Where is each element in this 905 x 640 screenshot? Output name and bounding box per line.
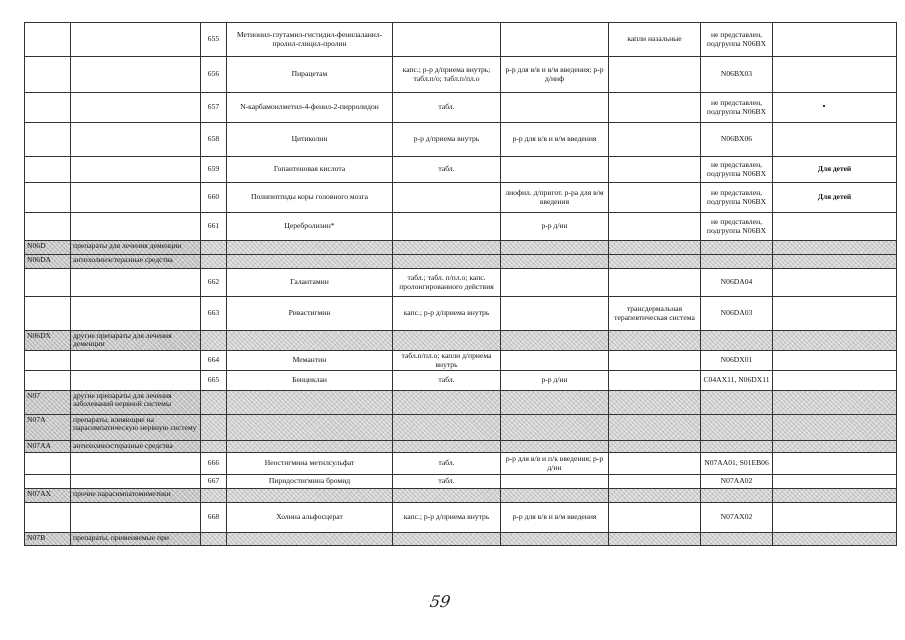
cell-atc: N07A: [25, 415, 71, 441]
cell-form: [393, 255, 501, 269]
cell-num: [201, 441, 227, 453]
cell-note: [773, 57, 897, 93]
cell-group: [71, 213, 201, 241]
cell-group: [71, 157, 201, 183]
cell-form: табл.: [393, 475, 501, 489]
cell-form3: [609, 415, 701, 441]
drug-row: [25, 213, 897, 241]
cell-name: Пирацетам: [227, 57, 393, 93]
cell-name: Мемантин: [227, 351, 393, 371]
cell-form: [393, 213, 501, 241]
cell-form2: р-р д/ин: [501, 213, 609, 241]
cell-form3: [609, 93, 701, 123]
cell-note: [773, 489, 897, 503]
cell-form3: [609, 57, 701, 93]
cell-form2: [501, 241, 609, 255]
cell-code: не представлен, подгруппа N06BX: [701, 213, 773, 241]
cell-group: антихолинэстеразные средства: [71, 255, 201, 269]
drug-row: [25, 453, 897, 475]
cell-form: капс.; р-р д/приема внутрь: [393, 503, 501, 533]
cell-code: N06BX06: [701, 123, 773, 157]
cell-name: [227, 391, 393, 415]
cell-group: [71, 269, 201, 297]
cell-note: [773, 269, 897, 297]
cell-group: [71, 351, 201, 371]
cell-form2: [501, 269, 609, 297]
cell-group: [71, 123, 201, 157]
cell-num: 667: [201, 475, 227, 489]
cell-group: [71, 371, 201, 391]
cell-name: N-карбамоилметил-4-фенил-2-пирролидон: [227, 93, 393, 123]
drug-row: [25, 371, 897, 391]
cell-group: прочие парасимпатомиметики: [71, 489, 201, 503]
cell-name: Ривастигмин: [227, 297, 393, 331]
cell-form2: [501, 297, 609, 331]
cell-form3: [609, 213, 701, 241]
cell-form2: [501, 475, 609, 489]
cell-group: препараты, применяемые при: [71, 533, 201, 546]
cell-name: [227, 415, 393, 441]
cell-form2: р-р для в/в и в/м введения; р-р д/инф: [501, 57, 609, 93]
cell-form: табл.: [393, 157, 501, 183]
cell-note: [773, 331, 897, 351]
cell-form: табл.п/пл.о; капли д/приема внутрь: [393, 351, 501, 371]
cell-code: не представлен, подгруппа N06BX: [701, 93, 773, 123]
cell-note: [773, 503, 897, 533]
cell-form2: р-р для в/в и в/м введения: [501, 123, 609, 157]
cell-form2: [501, 391, 609, 415]
cell-note: [773, 123, 897, 157]
cell-atc: N07B: [25, 533, 71, 546]
cell-name: Пиридостигмина бромид: [227, 475, 393, 489]
cell-name: Цитиколин: [227, 123, 393, 157]
drug-row: [25, 503, 897, 533]
cell-code: [701, 441, 773, 453]
group-header-row: [25, 241, 897, 255]
cell-code: N06DA04: [701, 269, 773, 297]
cell-code: [701, 391, 773, 415]
cell-code: [701, 331, 773, 351]
cell-name: [227, 533, 393, 546]
cell-form2: р-р для в/в и п/к введения; р-р д/ин: [501, 453, 609, 475]
cell-num: [201, 489, 227, 503]
cell-form: табл.: [393, 93, 501, 123]
table-body: [25, 23, 897, 546]
drug-row: [25, 93, 897, 123]
cell-form: [393, 489, 501, 503]
cell-code: N07AA01, S01EB06: [701, 453, 773, 475]
cell-form3: [609, 241, 701, 255]
cell-code: не представлен, подгруппа N06BX: [701, 23, 773, 57]
drug-row: [25, 157, 897, 183]
cell-form: [393, 441, 501, 453]
cell-note: [773, 23, 897, 57]
cell-note: [773, 453, 897, 475]
cell-form2: [501, 331, 609, 351]
cell-form: капс.; р-р д/приема внутрь; табл.п/о; табл.п/пл.о: [393, 57, 501, 93]
cell-atc: [25, 23, 71, 57]
cell-name: Метионил-глутамил-гистидил-фенилаланил-пролил-глицил-пролин: [227, 23, 393, 57]
group-header-row: [25, 533, 897, 546]
cell-form2: [501, 93, 609, 123]
cell-form2: [501, 441, 609, 453]
cell-form: р-р д/приема внутрь: [393, 123, 501, 157]
cell-num: 659: [201, 157, 227, 183]
cell-atc: [25, 93, 71, 123]
cell-form2: лиофил. д/пригот. р-ра для в/м введения: [501, 183, 609, 213]
cell-num: [201, 415, 227, 441]
cell-num: 661: [201, 213, 227, 241]
cell-note: [773, 441, 897, 453]
cell-form: [393, 23, 501, 57]
cell-atc: N06D: [25, 241, 71, 255]
cell-form2: [501, 157, 609, 183]
cell-form3: [609, 441, 701, 453]
cell-form2: р-р для в/в и в/м введения: [501, 503, 609, 533]
cell-group: [71, 453, 201, 475]
cell-name: Галантамин: [227, 269, 393, 297]
cell-note: Для детей: [773, 183, 897, 213]
drug-row: [25, 57, 897, 93]
cell-note: [773, 241, 897, 255]
cell-name: [227, 331, 393, 351]
cell-code: [701, 489, 773, 503]
cell-num: 657: [201, 93, 227, 123]
cell-name: Неостигмина метилсульфат: [227, 453, 393, 475]
medication-list-table-container: [24, 22, 896, 546]
cell-note: [773, 297, 897, 331]
cell-atc: N07: [25, 391, 71, 415]
cell-atc: [25, 297, 71, 331]
cell-group: [71, 475, 201, 489]
cell-num: 658: [201, 123, 227, 157]
cell-name: [227, 255, 393, 269]
cell-atc: [25, 371, 71, 391]
cell-form3: [609, 489, 701, 503]
group-header-row: [25, 255, 897, 269]
cell-atc: [25, 123, 71, 157]
cell-atc: N07AX: [25, 489, 71, 503]
cell-form3: [609, 183, 701, 213]
group-header-row: [25, 489, 897, 503]
cell-form: табл.: [393, 453, 501, 475]
drug-row: [25, 351, 897, 371]
cell-form: капс.; р-р д/приема внутрь: [393, 297, 501, 331]
cell-group: антихолинэстеразные средства: [71, 441, 201, 453]
drug-row: [25, 475, 897, 489]
cell-atc: [25, 475, 71, 489]
group-header-row: [25, 391, 897, 415]
cell-note: [773, 351, 897, 371]
cell-form3: [609, 475, 701, 489]
cell-note: [773, 415, 897, 441]
cell-code: N07AA02: [701, 475, 773, 489]
drug-row: [25, 183, 897, 213]
drug-row: [25, 23, 897, 57]
cell-atc: [25, 453, 71, 475]
cell-atc: [25, 503, 71, 533]
cell-num: 660: [201, 183, 227, 213]
cell-num: 662: [201, 269, 227, 297]
cell-form3: [609, 123, 701, 157]
cell-name: [227, 241, 393, 255]
cell-name: [227, 489, 393, 503]
cell-note: [773, 475, 897, 489]
group-header-row: [25, 441, 897, 453]
cell-num: 655: [201, 23, 227, 57]
cell-num: 663: [201, 297, 227, 331]
cell-form2: [501, 489, 609, 503]
cell-form3: [609, 533, 701, 546]
cell-form: [393, 183, 501, 213]
cell-form: [393, 533, 501, 546]
cell-num: 665: [201, 371, 227, 391]
cell-form3: [609, 157, 701, 183]
cell-code: N06DA03: [701, 297, 773, 331]
cell-name: Полипептиды коры головного мозга: [227, 183, 393, 213]
cell-form3: [609, 269, 701, 297]
cell-form3: [609, 255, 701, 269]
cell-form: [393, 331, 501, 351]
cell-code: [701, 533, 773, 546]
cell-group: другие препараты для лечения заболеваний нервной системы: [71, 391, 201, 415]
cell-form2: [501, 415, 609, 441]
group-header-row: [25, 415, 897, 441]
cell-form2: [501, 23, 609, 57]
cell-note: [773, 371, 897, 391]
cell-form3: капли назальные: [609, 23, 701, 57]
cell-group: препараты для лечения деменции: [71, 241, 201, 255]
cell-group: [71, 503, 201, 533]
medication-list-table: [24, 22, 897, 546]
cell-atc: [25, 269, 71, 297]
cell-form2: [501, 351, 609, 371]
scan-speck: [823, 105, 825, 107]
cell-note: Для детей: [773, 157, 897, 183]
cell-form3: [609, 331, 701, 351]
cell-group: другие препараты для лечения деменции: [71, 331, 201, 351]
cell-form: [393, 391, 501, 415]
cell-group: [71, 57, 201, 93]
cell-num: 664: [201, 351, 227, 371]
cell-num: [201, 331, 227, 351]
cell-note: [773, 93, 897, 123]
cell-code: N06BX03: [701, 57, 773, 93]
cell-form3: [609, 371, 701, 391]
cell-num: [201, 255, 227, 269]
cell-group: [71, 93, 201, 123]
drug-row: [25, 297, 897, 331]
cell-group: [71, 183, 201, 213]
cell-code: N06DX01: [701, 351, 773, 371]
cell-form2: [501, 255, 609, 269]
cell-num: [201, 391, 227, 415]
cell-form3: [609, 351, 701, 371]
cell-form3: трансдермальная терапевтическая система: [609, 297, 701, 331]
cell-form: табл.: [393, 371, 501, 391]
cell-name: Холина альфосцерат: [227, 503, 393, 533]
cell-atc: N06DA: [25, 255, 71, 269]
drug-row: [25, 269, 897, 297]
cell-atc: N07AA: [25, 441, 71, 453]
cell-num: 656: [201, 57, 227, 93]
cell-num: 666: [201, 453, 227, 475]
cell-name: [227, 441, 393, 453]
cell-atc: N06DX: [25, 331, 71, 351]
cell-name: Гопантеновая кислота: [227, 157, 393, 183]
cell-atc: [25, 183, 71, 213]
cell-group: [71, 23, 201, 57]
cell-form: [393, 241, 501, 255]
cell-name: Бенциклан: [227, 371, 393, 391]
cell-group: препараты, влияющие на парасимпатическую нервную систему: [71, 415, 201, 441]
cell-atc: [25, 157, 71, 183]
cell-form3: [609, 391, 701, 415]
cell-atc: [25, 351, 71, 371]
cell-code: [701, 415, 773, 441]
cell-note: [773, 255, 897, 269]
cell-code: C04AX11, N06DX11: [701, 371, 773, 391]
cell-code: не представлен, подгруппа N06BX: [701, 157, 773, 183]
cell-code: [701, 241, 773, 255]
cell-form: [393, 415, 501, 441]
cell-group: [71, 297, 201, 331]
cell-num: [201, 241, 227, 255]
cell-num: 668: [201, 503, 227, 533]
cell-num: [201, 533, 227, 546]
cell-atc: [25, 213, 71, 241]
cell-code: [701, 255, 773, 269]
cell-note: [773, 533, 897, 546]
cell-form3: [609, 453, 701, 475]
group-header-row: [25, 331, 897, 351]
cell-code: не представлен, подгруппа N06BX: [701, 183, 773, 213]
handwritten-page-number: 59: [428, 592, 452, 611]
cell-atc: [25, 57, 71, 93]
cell-code: N07AX02: [701, 503, 773, 533]
cell-form: табл.; табл. п/пл.о; капс. пролонгированного действия: [393, 269, 501, 297]
cell-form3: [609, 503, 701, 533]
cell-form2: р-р д/ин: [501, 371, 609, 391]
drug-row: [25, 123, 897, 157]
cell-note: [773, 213, 897, 241]
cell-form2: [501, 533, 609, 546]
cell-name: Церебролизин*: [227, 213, 393, 241]
cell-note: [773, 391, 897, 415]
